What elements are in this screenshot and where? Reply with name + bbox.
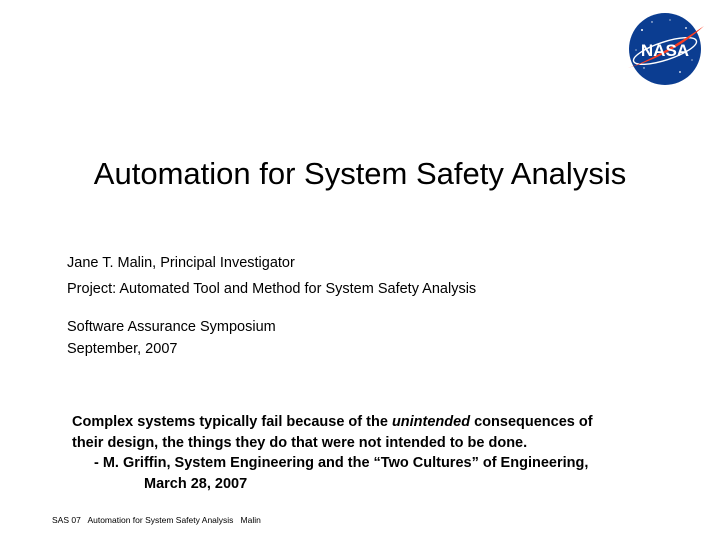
quote-emphasis: unintended: [391, 414, 471, 430]
principal-investigator: Jane T. Malin, Principal Investigator: [67, 255, 295, 271]
slide-title: Automation for System Safety Analysis: [93, 156, 627, 191]
quote-text-end: consequences of their design, the things they do that were not intended to be done.: [72, 414, 593, 451]
quote-attribution: - M. Griffin, System Engineering and the “Two Cultures” of Engineering,: [94, 455, 589, 471]
slide-footer: SAS 07 Automation for System Safety Analysis Malin: [52, 515, 261, 525]
event-date: September, 2007: [67, 341, 178, 357]
nasa-logo-text: NASA: [640, 41, 690, 60]
nasa-logo: [622, 10, 708, 88]
quote-text: [72, 412, 672, 453]
quote-date: March 28, 2007: [144, 475, 248, 492]
event-name: Software Assurance Symposium: [67, 319, 276, 335]
project-name: Project: Automated Tool and Method for System Safety Analysis: [67, 281, 477, 297]
quote-block: [72, 412, 672, 494]
quote-text-start: Complex systems typically fail because of the: [72, 414, 392, 430]
